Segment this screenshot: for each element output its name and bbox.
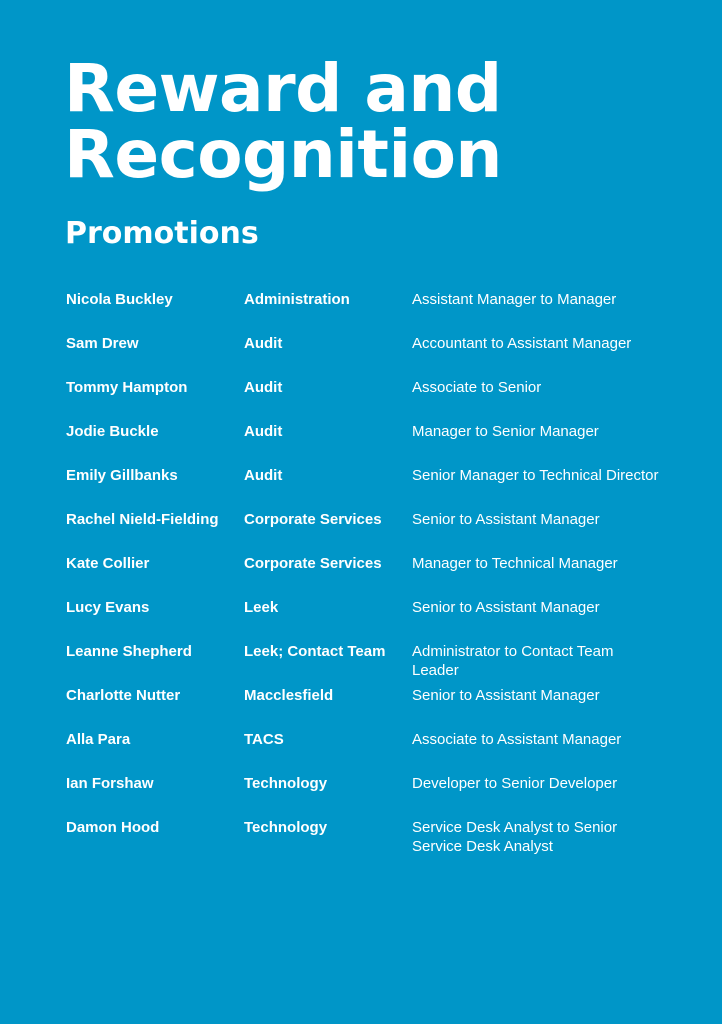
promotion-row: [66, 334, 666, 378]
promotion-change: Assistant Manager to Manager: [412, 291, 617, 308]
promotion-row: [66, 554, 666, 598]
department: Macclesfield: [244, 687, 334, 704]
promotion-row: [66, 422, 666, 466]
person-name: Leanne Shepherd: [66, 643, 192, 660]
promotion-change: Senior to Assistant Manager: [412, 687, 600, 704]
department: Leek: [244, 599, 279, 616]
promotion-row: [66, 466, 666, 510]
person-name: Kate Collier: [66, 555, 150, 572]
person-name: Rachel Nield-Fielding: [66, 511, 219, 528]
promotion-row: [66, 290, 666, 334]
person-name: Emily Gillbanks: [66, 467, 178, 484]
person-name: Sam Drew: [66, 335, 139, 352]
person-name: Jodie Buckle: [66, 423, 159, 440]
person-name: Ian Forshaw: [66, 775, 154, 792]
promotion-change: Senior Manager to Technical Director: [412, 467, 659, 484]
department: TACS: [244, 731, 284, 748]
department: Leek; Contact Team: [244, 643, 386, 660]
promotion-row: [66, 510, 666, 554]
promotion-row: [66, 642, 666, 686]
promotion-change: Associate to Assistant Manager: [412, 731, 622, 748]
person-name: Charlotte Nutter: [66, 687, 181, 704]
promotion-row: [66, 598, 666, 642]
department: Corporate Services: [244, 555, 382, 572]
promotion-change: Associate to Senior: [412, 379, 542, 396]
promotion-change: Administrator to Contact Team Leader: [412, 643, 614, 679]
promotion-change: Senior to Assistant Manager: [412, 511, 600, 528]
promotion-change: Manager to Senior Manager: [412, 423, 599, 440]
promotion-change: Service Desk Analyst to Senior Service Desk Analyst: [412, 819, 618, 855]
department: Audit: [244, 335, 283, 352]
section-heading: Promotions: [65, 216, 259, 251]
department: Technology: [244, 819, 328, 836]
promotion-change: Accountant to Assistant Manager: [412, 335, 632, 352]
promotions-table: [66, 290, 666, 862]
department: Administration: [244, 291, 350, 308]
promotion-row: [66, 730, 666, 774]
department: Audit: [244, 467, 283, 484]
promotion-row: [66, 378, 666, 422]
promotion-row: [66, 686, 666, 730]
person-name: Nicola Buckley: [66, 291, 173, 308]
page-title-line-2: Recognition: [64, 116, 502, 193]
person-name: Alla Para: [66, 731, 131, 748]
promotion-change: Developer to Senior Developer: [412, 775, 618, 792]
department: Audit: [244, 423, 283, 440]
person-name: Tommy Hampton: [66, 379, 188, 396]
promotion-change: Manager to Technical Manager: [412, 555, 618, 572]
department: Corporate Services: [244, 511, 382, 528]
page-title: [64, 50, 502, 193]
department: Audit: [244, 379, 283, 396]
department: Technology: [244, 775, 328, 792]
promotion-change: Senior to Assistant Manager: [412, 599, 600, 616]
promotion-row: [66, 818, 666, 862]
person-name: Lucy Evans: [66, 599, 150, 616]
person-name: Damon Hood: [66, 819, 160, 836]
promotion-row: [66, 774, 666, 818]
page-title-line-1: Reward and: [64, 50, 502, 127]
